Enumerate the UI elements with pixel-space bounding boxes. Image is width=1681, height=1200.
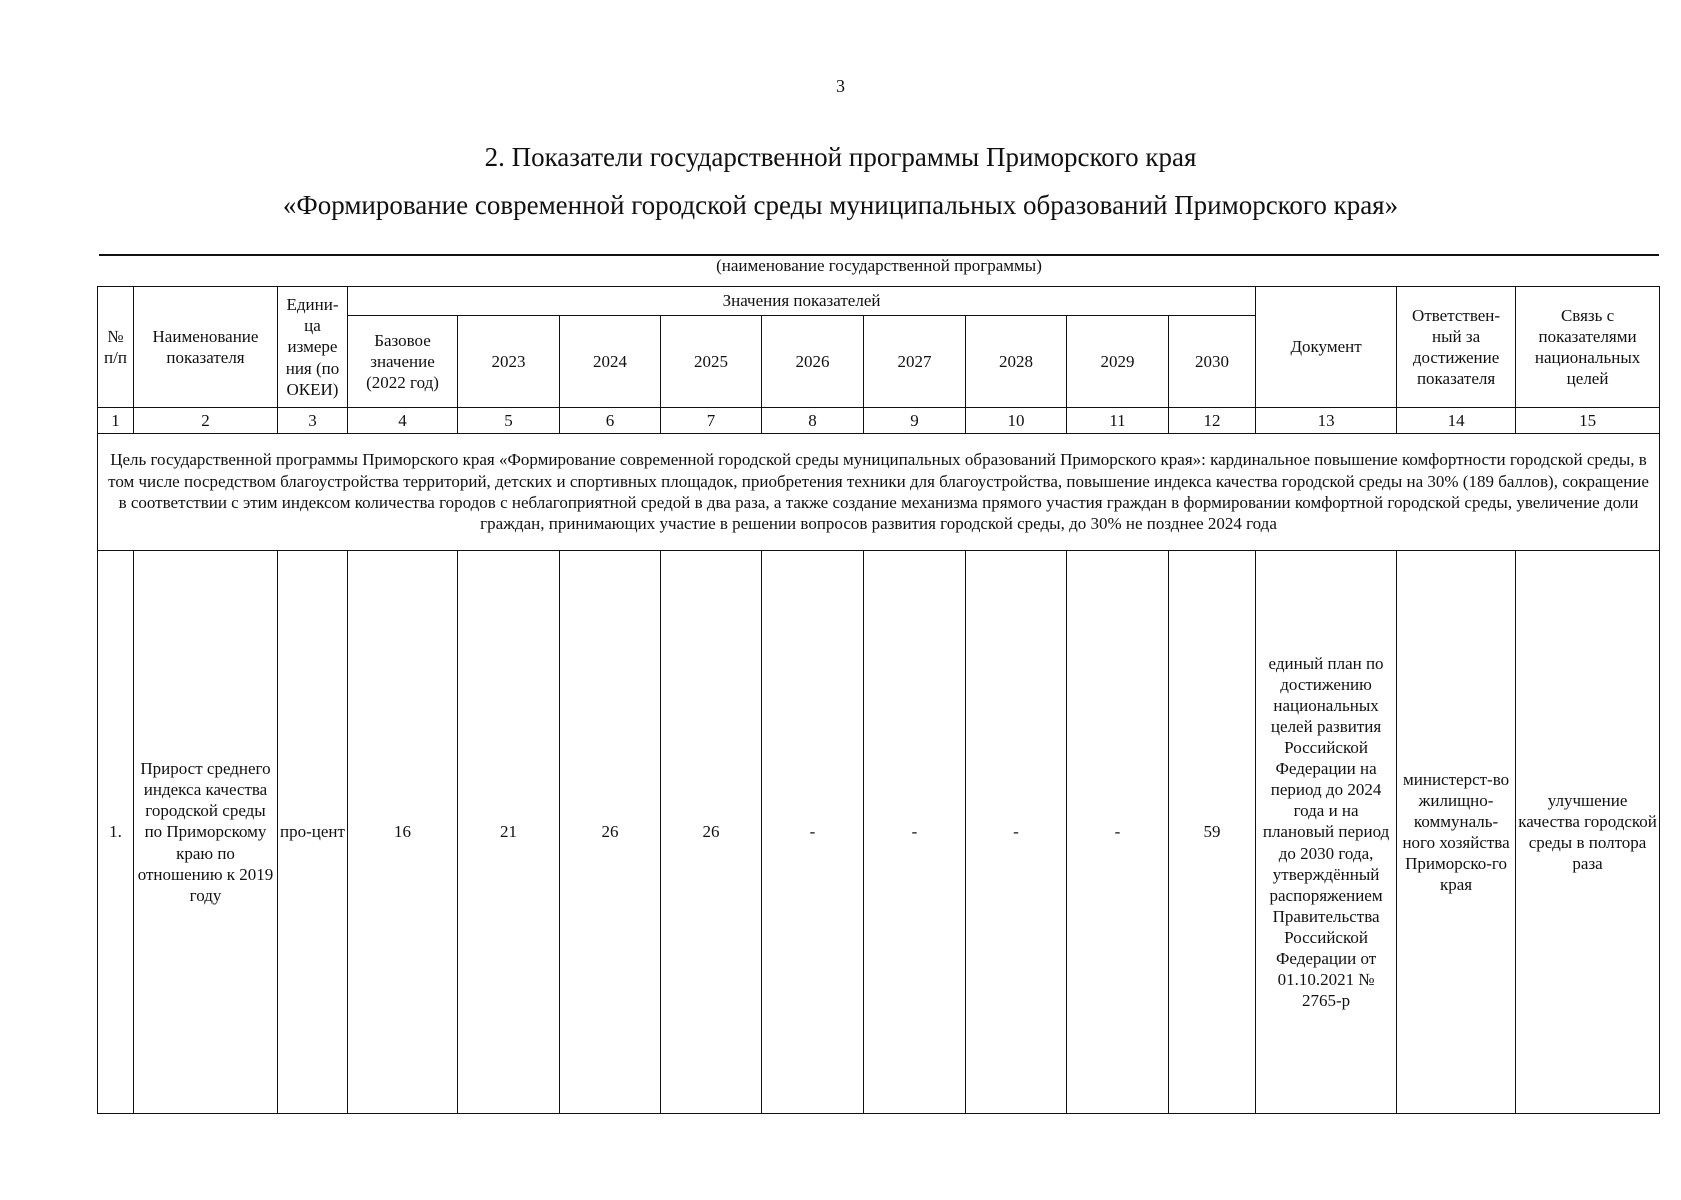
header-link: Связь с показателями национальных целей	[1516, 287, 1660, 408]
column-number: 15	[1516, 408, 1660, 434]
year-value: 21	[458, 551, 560, 1114]
column-number: 11	[1067, 408, 1169, 434]
table-row	[98, 551, 1660, 1114]
indicators-table	[97, 286, 1660, 1114]
year-value: 26	[560, 551, 661, 1114]
header-year: 2023	[458, 316, 560, 408]
year-value: -	[1067, 551, 1169, 1114]
year-value: 26	[661, 551, 762, 1114]
column-number: 13	[1256, 408, 1397, 434]
header-year: 2028	[966, 316, 1067, 408]
year-value: -	[762, 551, 864, 1114]
header-num: № п/п	[98, 287, 134, 408]
column-number: 4	[348, 408, 458, 434]
column-number: 6	[560, 408, 661, 434]
header-year: 2030	[1169, 316, 1256, 408]
indicator-unit: про-цент	[278, 551, 348, 1114]
header-year: 2029	[1067, 316, 1169, 408]
column-number: 10	[966, 408, 1067, 434]
header-year: 2027	[864, 316, 966, 408]
column-number: 1	[98, 408, 134, 434]
program-name-caption: (наименование государственной программы)	[716, 256, 1042, 275]
indicator-name: Прирост среднего индекса качества городской среды по Приморскому краю по отношению к 2019 году	[134, 551, 278, 1114]
header-base: Базовое значение (2022 год)	[348, 316, 458, 408]
document-title-line-2: «Формирование современной городской среды муниципальных образований Приморского края»	[282, 190, 1399, 220]
header-unit: Едини-ца измере ния (по ОКЕИ)	[278, 287, 348, 408]
program-goal-text: Цель государственной программы Приморского края «Формирование современной городской среды муниципальных образований Приморского края»: кардинальное повышение комфортности городской среды, в том числе посредством благоустройства территорий, детских и спортивных площадок, приобретения техники для благоустройства, повышение индекса качества городской среды на 30% (189 баллов), сокращение в соответствии с этим индексом количества городов с неблагоприятной средой в два раза, а также создание механизма прямого участия граждан в формировании комфортной городской среды, увеличение доли граждан, принимающих участие в решении вопросов развития городской среды, до 30% не позднее 2024 года	[98, 434, 1660, 551]
column-number: 14	[1397, 408, 1516, 434]
page-number: 3	[836, 76, 845, 96]
year-value: -	[966, 551, 1067, 1114]
header-name: Наименование показателя	[134, 287, 278, 408]
national-goal-link: улучшение качества городской среды в полтора раза	[1516, 551, 1660, 1114]
year-value: -	[864, 551, 966, 1114]
header-row-1	[98, 287, 1660, 316]
header-year: 2026	[762, 316, 864, 408]
header-document: Документ	[1256, 287, 1397, 408]
document-reference: единый план по достижению национальных целей развития Российской Федерации на период до 2024 года и на плановый период до 2030 года, утверждённый распоряжением Правительства Российской Федерации от 01.10.2021 № 2765-р	[1256, 551, 1397, 1114]
row-num: 1.	[98, 551, 134, 1114]
column-number: 9	[864, 408, 966, 434]
header-year: 2025	[661, 316, 762, 408]
column-number: 2	[134, 408, 278, 434]
header-values-group: Значения показателей	[348, 287, 1256, 316]
column-numbers-row	[98, 408, 1660, 434]
column-number: 7	[661, 408, 762, 434]
year-value: 59	[1169, 551, 1256, 1114]
document-title-line-1: 2. Показатели государственной программы Приморского края	[484, 142, 1197, 172]
column-number: 5	[458, 408, 560, 434]
column-number: 12	[1169, 408, 1256, 434]
responsible-body: министерст-во жилищно-коммуналь-ного хозяйства Приморско-го края	[1397, 551, 1516, 1114]
header-responsible: Ответствен-ный за достижение показателя	[1397, 287, 1516, 408]
goal-row	[98, 434, 1660, 551]
column-number: 8	[762, 408, 864, 434]
header-year: 2024	[560, 316, 661, 408]
column-number: 3	[278, 408, 348, 434]
base-value: 16	[348, 551, 458, 1114]
